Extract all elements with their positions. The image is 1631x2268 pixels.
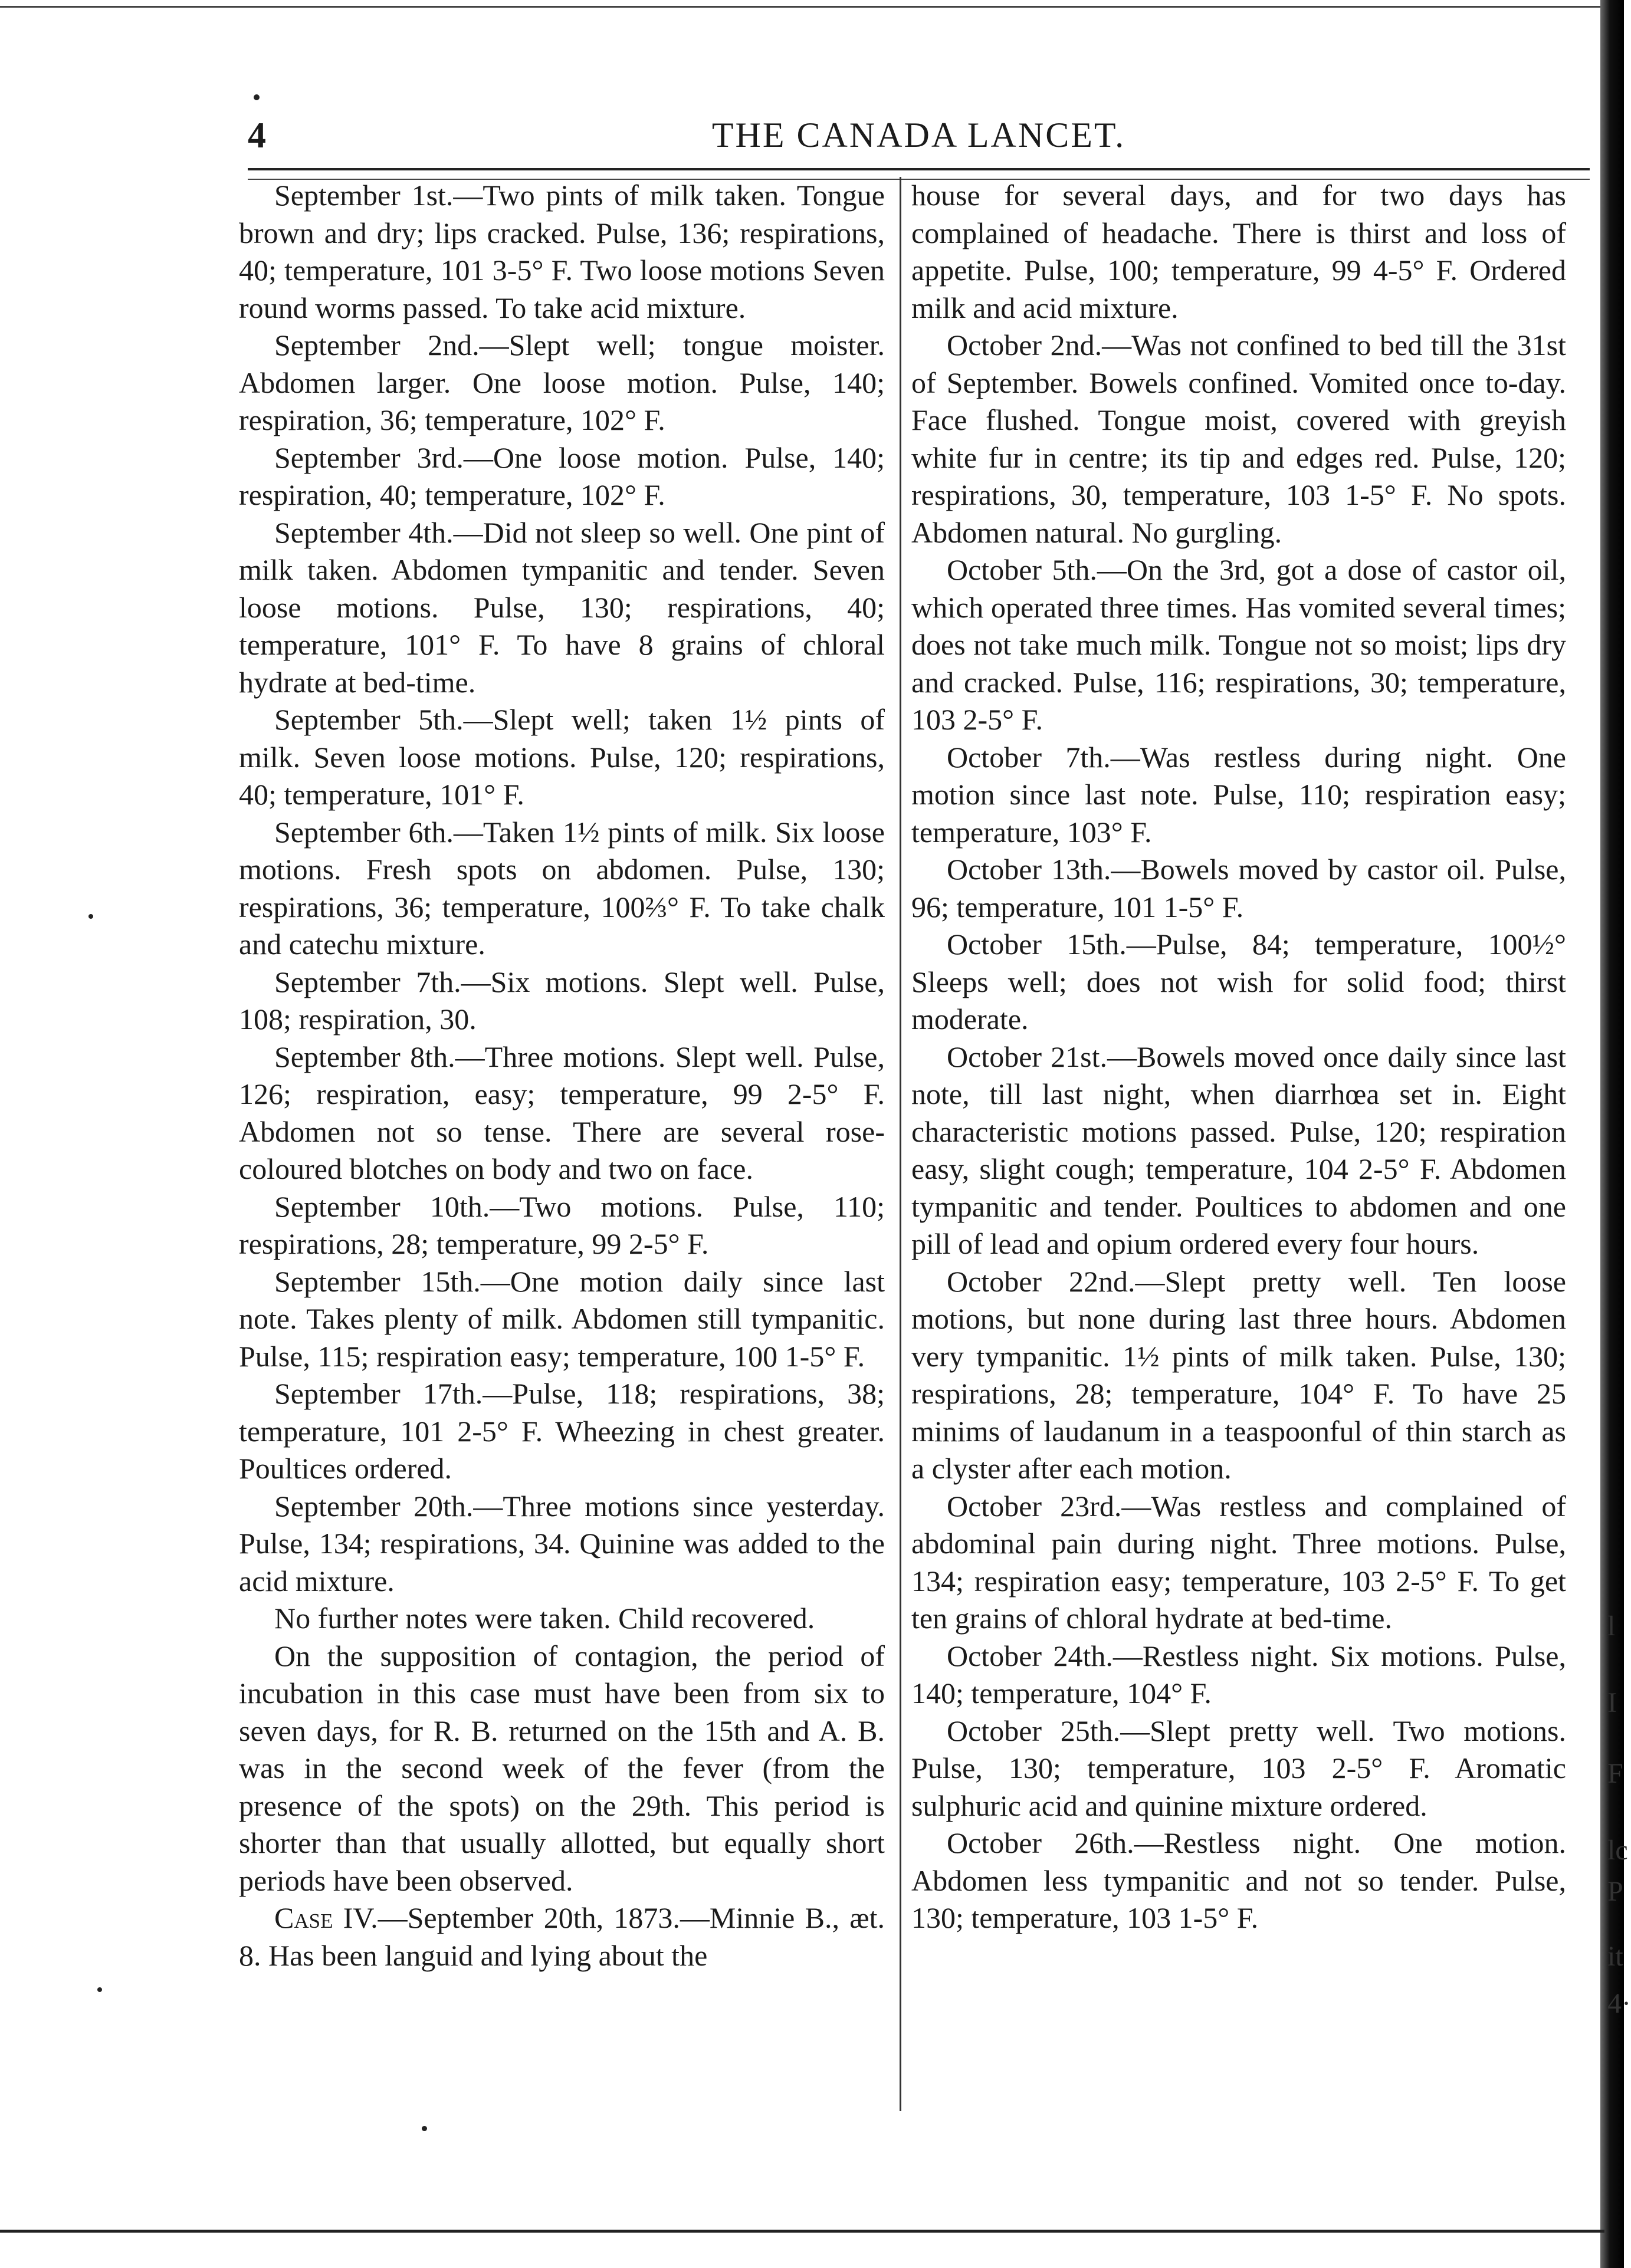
paragraph: October 22nd.—Slept pretty well. Ten loose motions, but none during last three hours. Abdomen very tympanitic. 1½ pints of milk taken. Pulse, 130; respirations, 28; temperature, 104° F. To have 25 minims of laudanum in a teaspoonful of thin starch as a clyster after each motion.: [911, 1264, 1566, 1485]
column-divider: [900, 177, 901, 2111]
paragraph: October 5th.—On the 3rd, got a dose of castor oil, which operated three times. Has vomited several times; does not take much milk. Tongue not so moist; lips dry and cracked. Pulse, 116; respirations, 30; temperature, 103 2-5° F.: [911, 553, 1566, 736]
case-text: —September 20th, 1873.—Minnie B., æt. 8. Has been languid and lying about the: [239, 1901, 885, 1972]
paragraph: September 2nd.—Slept well; tongue moister. Abdomen larger. One loose motion. Pulse, 140; respiration, 36; temperature, 102° F.: [239, 328, 885, 436]
scan-border-bottom: [0, 2230, 1604, 2244]
scan-border-top: [0, 0, 1604, 8]
paragraph: October 2nd.—Was not confined to bed till the 31st of September. Bowels confined. Vomited once to-day. Face flushed. Tongue moist, covered with greyish white fur in centre; its tip and edges red. Pulse, 120; respirations, 30, temperature, 103 1-5° F. No spots. Abdomen natural. No gurgling.: [911, 328, 1566, 549]
paragraph: October 7th.—Was restless during night. One motion since last note. Pulse, 110; respiration easy; temperature, 103° F.: [911, 740, 1566, 849]
paragraph: September 10th.—Two motions. Pulse, 110; respirations, 28; temperature, 99 2-5° F.: [239, 1189, 885, 1260]
margin-fragment: I: [1607, 1687, 1617, 1718]
paragraph: September 20th.—Three motions since yesterday. Pulse, 134; respirations, 34. Quinine was added to the acid mixture.: [239, 1489, 885, 1598]
paragraph: September 6th.—Taken 1½ pints of milk. Six loose motions. Fresh spots on abdomen. Pulse, 130; respirations, 36; temperature, 100⅔° F. To take chalk and catechu mixture.: [239, 815, 885, 961]
ink-speck: [88, 914, 93, 919]
paragraph: September 7th.—Six motions. Slept well. Pulse, 108; respiration, 30.: [239, 965, 885, 1036]
page-number: 4: [248, 116, 266, 156]
paragraph: October 25th.—Slept pretty well. Two motions. Pulse, 130; temperature, 103 2-5° F. Aromatic sulphuric acid and quinine mixture ordered.: [911, 1714, 1566, 1822]
running-head: THE CANADA LANCET.: [711, 116, 1126, 155]
margin-fragment: lc: [1607, 1835, 1628, 1866]
case-heading: Case IV.: [274, 1901, 378, 1934]
right-column: [911, 177, 1566, 2123]
case-paragraph: [239, 1899, 885, 1974]
paragraph: October 13th.—Bowels moved by castor oil. Pulse, 96; temperature, 101 1-5° F.: [911, 853, 1566, 923]
page-header: [248, 115, 1590, 168]
ink-speck: [254, 94, 260, 100]
margin-fragment: it: [1607, 1941, 1623, 1972]
paragraph: September 17th.—Pulse, 118; respirations, 38; temperature, 101 2-5° F. Wheezing in chest greater. Poultices ordered.: [239, 1377, 885, 1485]
margin-fragment: 4·: [1607, 1988, 1631, 2019]
margin-fragment: l: [1607, 1610, 1616, 1642]
margin-fragment: P: [1607, 1876, 1623, 1907]
paragraph: September 1st.—Two pints of milk taken. Tongue brown and dry; lips cracked. Pulse, 136; respirations, 40; temperature, 101 3-5° F. Two loose motions Seven round worms passed. To take acid mixture.: [239, 179, 885, 324]
paragraph: September 15th.—One motion daily since last note. Takes plenty of milk. Abdomen still tympanitic. Pulse, 115; respiration easy; temperature, 100 1-5° F.: [239, 1264, 885, 1373]
paragraph: October 24th.—Restless night. Six motions. Pulse, 140; temperature, 104° F.: [911, 1639, 1566, 1710]
paragraph: October 26th.—Restless night. One motion. Abdomen less tympanitic and not so tender. Pulse, 130; temperature, 103 1-5° F.: [911, 1826, 1566, 1934]
paragraph: October 23rd.—Was restless and complained of abdominal pain during night. Three motions. Pulse, 134; respiration easy; temperature, 103 2-5° F. To get ten grains of chloral hydrate at bed-time.: [911, 1489, 1566, 1635]
paragraph: September 3rd.—One loose motion. Pulse, 140; respiration, 40; temperature, 102° F.: [239, 441, 885, 511]
paragraph: October 15th.—Pulse, 84; temperature, 100½° Sleeps well; does not wish for solid food; thirst moderate.: [911, 928, 1566, 1036]
left-column: [239, 177, 885, 2123]
paragraph: September 8th.—Three motions. Slept well. Pulse, 126; respiration, easy; temperature, 99 2-5° F. Abdomen not so tense. There are several rose-coloured blotches on body and two on face.: [239, 1040, 885, 1185]
paragraph: September 5th.—Slept well; taken 1½ pints of milk. Seven loose motions. Pulse, 120; respirations, 40; temperature, 101° F.: [239, 703, 885, 811]
paragraph: September 4th.—Did not sleep so well. One pint of milk taken. Abdomen tympanitic and tender. Seven loose motions. Pulse, 130; respirations, 40; temperature, 101° F. To have 8 grains of chloral hydrate at bed-time.: [239, 515, 885, 699]
book-spine-shadow: [1600, 0, 1624, 2268]
paragraph: On the supposition of contagion, the period of incubation in this case must have been from six to seven days, for R. B. returned on the 15th and A. B. was in the second week of the fever (from the presence of the spots) on the 29th. This period is shorter than that usually allotted, but equally short periods have been observed.: [239, 1639, 885, 1897]
ink-speck: [97, 1987, 102, 1992]
paragraph-continuation: house for several days, and for two days has complained of headache. There is thirst and loss of appetite. Pulse, 100; temperature, 99 4-5° F. Ordered milk and acid mixture.: [911, 179, 1566, 324]
ink-speck: [422, 2126, 427, 2131]
paragraph: October 21st.—Bowels moved once daily since last note, till last night, when diarrhœa set in. Eight characteristic motions passed. Pulse, 120; respiration easy, slight cough; temperature, 104 2-5° F. Abdomen tympanitic and tender. Poultices to abdomen and one pill of lead and opium ordered every four hours.: [911, 1040, 1566, 1260]
paragraph: No further notes were taken. Child recovered.: [274, 1602, 815, 1635]
margin-fragment: F: [1607, 1758, 1623, 1789]
